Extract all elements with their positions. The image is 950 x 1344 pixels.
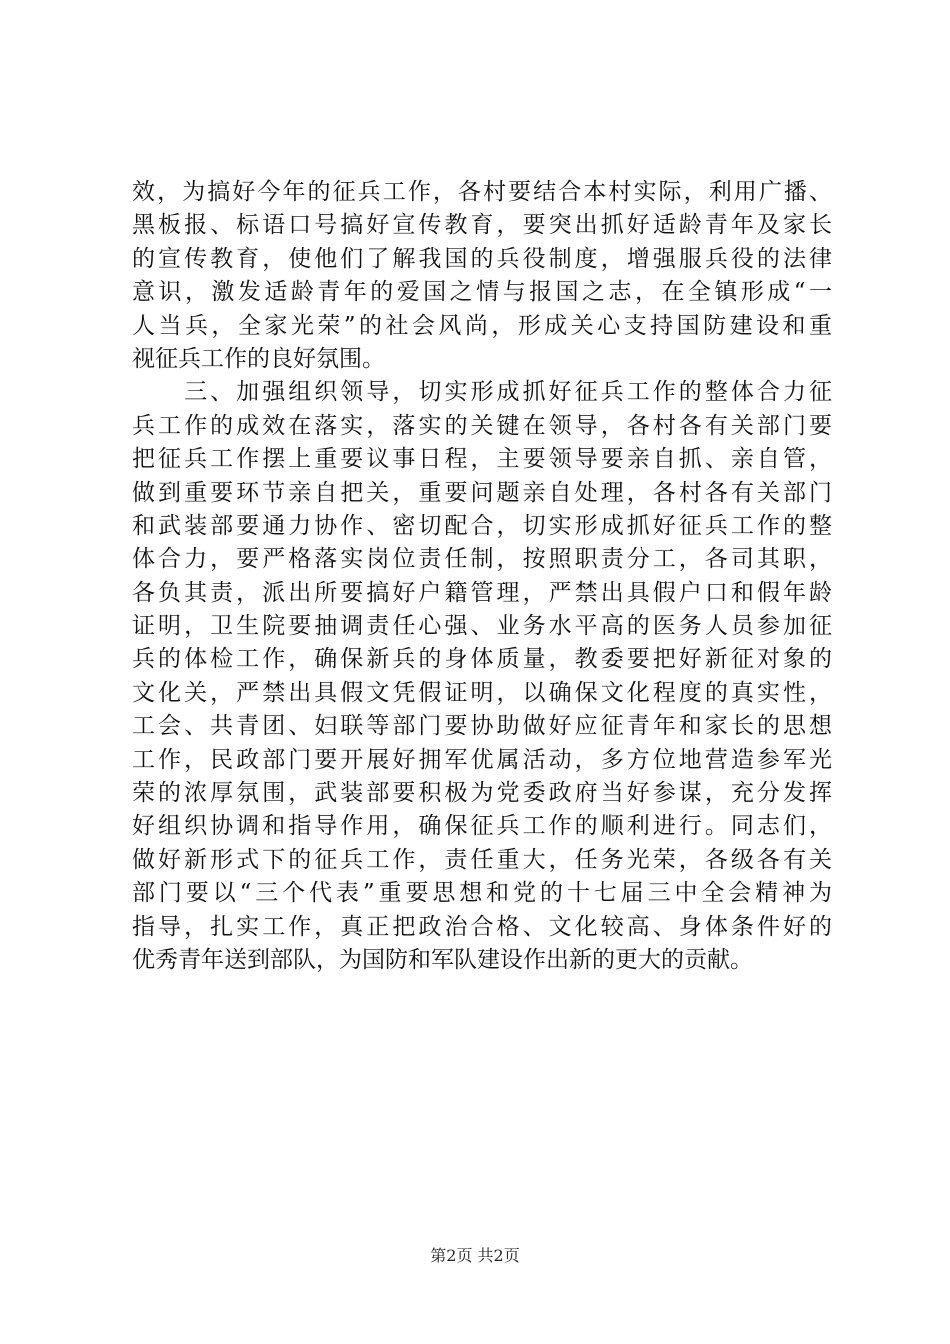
text-line: 黑板报、标语口号搞好宣传教育，要突出抓好适龄青年及家长 <box>132 212 832 239</box>
text-line: 做好新形式下的征兵工作，责任重大，任务光荣，各级各有关 <box>132 846 832 873</box>
text-line: 三、加强组织领导，切实形成抓好征兵工作的整体合力征 <box>132 379 832 406</box>
text-line: 体合力，要严格落实岗位责任制，按照职责分工，各司其职， <box>132 546 832 573</box>
text-line: 人当兵，全家光荣”的社会风尚，形成关心支持国防建设和重 <box>132 312 832 339</box>
document-body <box>132 176 832 977</box>
text-line: 兵工作的成效在落实，落实的关键在领导，各村各有关部门要 <box>132 412 832 439</box>
text-line: 各负其责，派出所要搞好户籍管理，严禁出具假户口和假年龄 <box>132 579 832 606</box>
text-line: 文化关，严禁出具假文凭假证明，以确保文化程度的真实性， <box>132 679 832 706</box>
text-line: 指导，扎实工作，真正把政治合格、文化较高、身体条件好的 <box>132 913 832 940</box>
text-line: 工作，民政部门要开展好拥军优属活动，多方位地营造参军光 <box>132 746 832 773</box>
text-line: 把征兵工作摆上重要议事日程，主要领导要亲自抓、亲自管， <box>132 446 832 473</box>
text-line: 和武装部要通力协作、密切配合，切实形成抓好征兵工作的整 <box>132 512 832 539</box>
page-footer: 第2页 共2页 <box>430 1246 520 1265</box>
text-line: 的宣传教育，使他们了解我国的兵役制度，增强服兵役的法律 <box>132 245 832 272</box>
text-line: 证明，卫生院要抽调责任心强、业务水平高的医务人员参加征 <box>132 613 832 640</box>
text-line: 好组织协调和指导作用，确保征兵工作的顺利进行。同志们， <box>132 813 832 840</box>
text-line: 优秀青年送到部队，为国防和军队建设作出新的更大的贡献。 <box>132 946 753 973</box>
text-line: 效，为搞好今年的征兵工作，各村要结合本村实际，利用广播、 <box>132 179 832 205</box>
text-line: 做到重要环节亲自把关，重要问题亲自处理，各村各有关部门 <box>132 479 832 506</box>
text-line: 工会、共青团、妇联等部门要协助做好应征青年和家长的思想 <box>132 713 832 740</box>
text-line: 荣的浓厚氛围，武装部要积极为党委政府当好参谋，充分发挥 <box>132 780 832 807</box>
text-line: 意识，激发适龄青年的爱国之情与报国之志，在全镇形成“一 <box>132 279 832 306</box>
text-line: 部门要以“三个代表”重要思想和党的十七届三中全会精神为 <box>132 880 832 907</box>
text-line: 视征兵工作的良好氛围。 <box>132 345 385 372</box>
text-line: 兵的体检工作，确保新兵的身体质量，教委要把好新征对象的 <box>132 646 832 673</box>
